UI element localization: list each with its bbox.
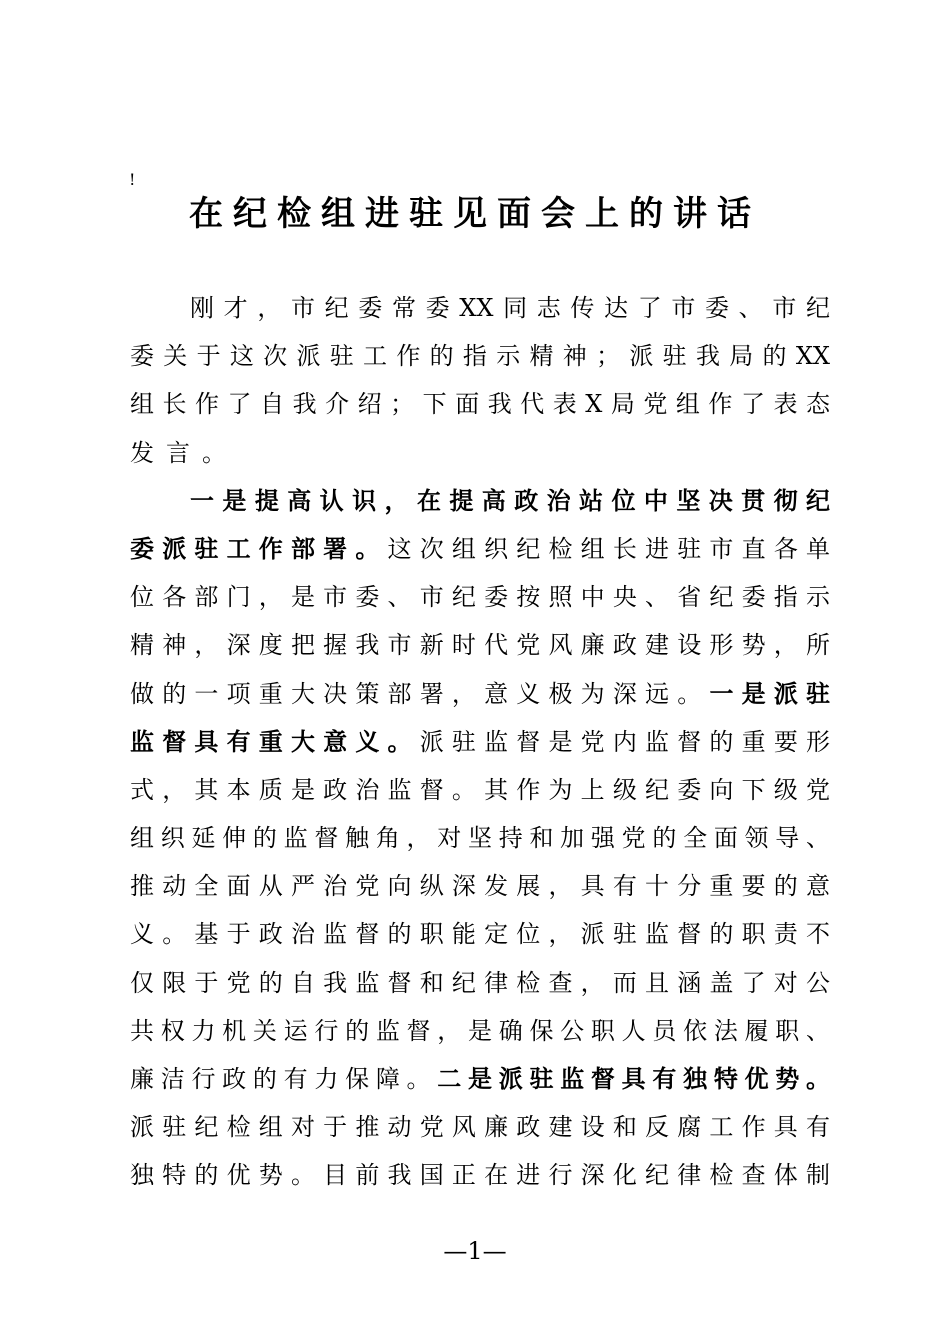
text-line: 廉洁行政的有力保障。二是派驻监督具有独特优势。 <box>130 1064 831 1093</box>
text-line: 组长作了自我介绍；下面我代表X局党组作了表态 <box>130 390 830 419</box>
speech-body <box>130 284 830 1200</box>
page-title: 在纪检组进驻见面会上的讲话 <box>189 194 761 234</box>
text-line: 做的一项重大决策部署，意义极为深远。一是派驻 <box>130 678 831 708</box>
text-line: 义。基于政治监督的职能定位，派驻监督的职责不 <box>130 920 830 949</box>
text-line: 发言。 <box>130 438 238 467</box>
text-line: 精神，深度把握我市新时代党风廉政建设形势，所 <box>130 631 830 660</box>
text-line: 监督具有重大意义。派驻监督是党内监督的重要形 <box>130 726 831 756</box>
subsection-heading: 二是派驻监督具有独特优势。 <box>437 1064 831 1093</box>
text-line <box>130 477 830 525</box>
subsection-heading: 监督具有重大意义。 <box>130 726 420 756</box>
text-line: 共权力机关运行的监督，是确保公职人员依法履职、 <box>130 1016 830 1045</box>
page-number: —1— <box>443 1237 507 1265</box>
stray-mark: ! <box>129 170 136 189</box>
text-line: 独特的优势。目前我国正在进行深化纪律检查体制 <box>130 1161 830 1190</box>
text-line: 位各部门，是市委、市纪委按照中央、省纪委指示 <box>130 583 830 612</box>
section-heading: 委派驻工作部署。 <box>130 533 388 563</box>
text-line: 委关于这次派驻工作的指示精神；派驻我局的XX <box>130 342 830 371</box>
subsection-heading: 一是派驻 <box>709 678 831 708</box>
text-line: 委派驻工作部署。这次组织纪检组长进驻市直各单 <box>130 533 831 563</box>
text-line: 仅限于党的自我监督和纪律检查，而且涵盖了对公 <box>130 968 830 997</box>
text-line: 推动全面从严治党向纵深发展，具有十分重要的意 <box>130 872 830 901</box>
text-line: 式，其本质是政治监督。其作为上级纪委向下级党 <box>130 775 830 804</box>
text-line: 刚才，市纪委常委XX同志传达了市委、市纪 <box>190 294 830 322</box>
section-heading: 一是提高认识，在提高政治站位中坚决贯彻纪 <box>190 485 830 515</box>
text-line: 组织延伸的监督触角，对坚持和加强党的全面领导、 <box>130 824 830 853</box>
text-line: 派驻纪检组对于推动党风廉政建设和反腐工作具有 <box>130 1113 830 1142</box>
